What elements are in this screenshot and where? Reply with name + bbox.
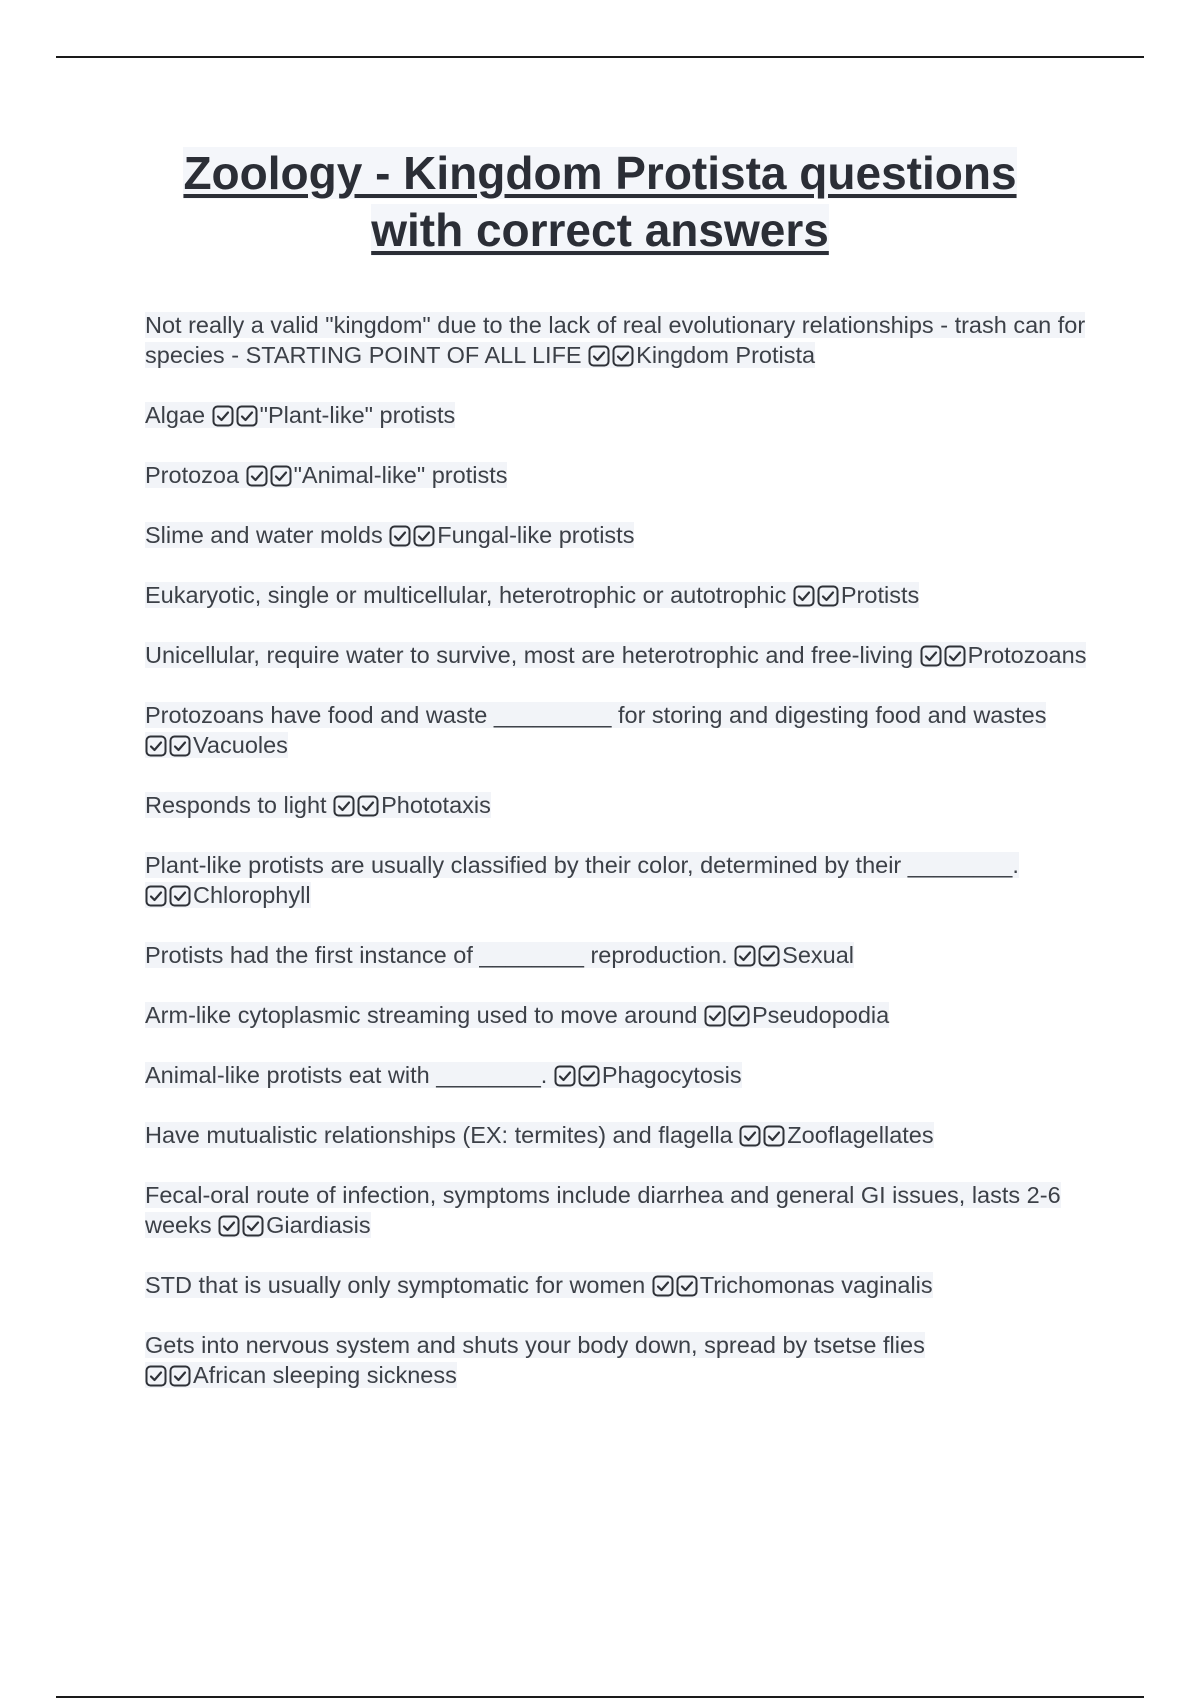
checkbox-check-icon bbox=[704, 1005, 726, 1027]
title-line-1: Zoology - Kingdom Protista questions bbox=[183, 147, 1017, 199]
qa-highlight bbox=[145, 1002, 889, 1028]
answer-text: Protists bbox=[840, 582, 920, 608]
answer-group bbox=[920, 642, 1087, 668]
checkbox-check-icon bbox=[145, 1365, 167, 1387]
checkbox-check-icon bbox=[652, 1275, 674, 1297]
checkbox-check-icon bbox=[242, 1215, 264, 1237]
checkbox-check-icon bbox=[578, 1065, 600, 1087]
qa-item bbox=[145, 460, 1095, 490]
qa-highlight bbox=[145, 1122, 934, 1148]
qa-item bbox=[145, 1000, 1095, 1030]
answer-text: Zooflagellates bbox=[787, 1122, 934, 1148]
answer-group bbox=[218, 1212, 370, 1238]
qa-item bbox=[145, 1330, 1095, 1390]
checkbox-check-icon bbox=[758, 945, 780, 967]
question-text: STD that is usually only symptomatic for women bbox=[145, 1272, 646, 1298]
answer-text: Giardiasis bbox=[266, 1212, 371, 1238]
checkbox-check-icon bbox=[554, 1065, 576, 1087]
checkbox-check-icon bbox=[817, 585, 839, 607]
checkbox-check-icon bbox=[612, 345, 634, 367]
qa-item bbox=[145, 310, 1095, 370]
qa-item bbox=[145, 520, 1095, 550]
checkbox-check-icon bbox=[145, 885, 167, 907]
qa-highlight bbox=[145, 792, 491, 818]
qa-highlight bbox=[145, 642, 1086, 668]
answer-text: Sexual bbox=[782, 942, 855, 968]
answer-group bbox=[389, 522, 634, 548]
bottom-rule bbox=[56, 1696, 1144, 1698]
qa-item bbox=[145, 400, 1095, 430]
qa-highlight bbox=[145, 402, 455, 428]
checkbox-check-icon bbox=[920, 645, 942, 667]
question-text: Plant-like protists are usually classified by their color, determined by their ________. bbox=[145, 852, 1019, 878]
qa-highlight bbox=[145, 1332, 925, 1388]
answer-text: "Plant-like" protists bbox=[259, 402, 456, 428]
answer-text: Phototaxis bbox=[381, 792, 491, 818]
question-text: Gets into nervous system and shuts your body down, spread by tsetse flies bbox=[145, 1332, 925, 1358]
checkbox-check-icon bbox=[728, 1005, 750, 1027]
answer-text: "Animal-like" protists bbox=[293, 462, 508, 488]
answer-text: Chlorophyll bbox=[193, 882, 311, 908]
checkbox-check-icon bbox=[169, 1365, 191, 1387]
qa-item bbox=[145, 580, 1095, 610]
question-text: Slime and water molds bbox=[145, 522, 383, 548]
qa-highlight bbox=[145, 462, 507, 488]
checkbox-check-icon bbox=[676, 1275, 698, 1297]
answer-group bbox=[652, 1272, 933, 1298]
title-line-2: with correct answers bbox=[371, 204, 829, 256]
question-text: Protists had the first instance of ________ reproduction. bbox=[145, 942, 728, 968]
qa-highlight bbox=[145, 1272, 933, 1298]
qa-highlight bbox=[145, 1182, 1061, 1238]
question-text: Unicellular, require water to survive, most are heterotrophic and free-living bbox=[145, 642, 914, 668]
answer-text: African sleeping sickness bbox=[193, 1362, 457, 1388]
answer-text: Phagocytosis bbox=[601, 1062, 742, 1088]
question-text: Have mutualistic relationships (EX: termites) and flagella bbox=[145, 1122, 733, 1148]
qa-item bbox=[145, 700, 1095, 760]
qa-highlight bbox=[145, 1062, 742, 1088]
qa-list bbox=[145, 310, 1095, 1420]
checkbox-check-icon bbox=[763, 1125, 785, 1147]
answer-group bbox=[333, 792, 491, 818]
checkbox-check-icon bbox=[270, 465, 292, 487]
answer-text: Fungal-like protists bbox=[437, 522, 635, 548]
question-text: Responds to light bbox=[145, 792, 327, 818]
answer-text: Pseudopodia bbox=[752, 1002, 890, 1028]
checkbox-check-icon bbox=[218, 1215, 240, 1237]
answer-text: Kingdom Protista bbox=[636, 342, 816, 368]
checkbox-check-icon bbox=[169, 885, 191, 907]
checkbox-check-icon bbox=[389, 525, 411, 547]
answer-group bbox=[145, 732, 288, 758]
question-text: Protozoans have food and waste _________ for storing and digesting food and wastes bbox=[145, 702, 1047, 728]
qa-item bbox=[145, 1270, 1095, 1300]
question-text: Protozoa bbox=[145, 462, 240, 488]
checkbox-check-icon bbox=[169, 735, 191, 757]
question-text: Eukaryotic, single or multicellular, heterotrophic or autotrophic bbox=[145, 582, 787, 608]
qa-item bbox=[145, 1120, 1095, 1150]
qa-highlight bbox=[145, 312, 1085, 368]
question-text: Fecal-oral route of infection, symptoms include diarrhea and general GI issues, lasts 2-6 weeks bbox=[145, 1182, 1061, 1238]
answer-group bbox=[739, 1122, 933, 1148]
question-text: Not really a valid "kingdom" due to the lack of real evolutionary relationships - trash can for species - STARTING POINT OF ALL LIFE bbox=[145, 312, 1086, 368]
answer-group bbox=[793, 582, 919, 608]
checkbox-check-icon bbox=[413, 525, 435, 547]
qa-highlight bbox=[145, 942, 854, 968]
checkbox-check-icon bbox=[333, 795, 355, 817]
question-text: Arm-like cytoplasmic streaming used to move around bbox=[145, 1002, 698, 1028]
question-text: Algae bbox=[145, 402, 206, 428]
qa-highlight bbox=[145, 582, 919, 608]
answer-group bbox=[704, 1002, 889, 1028]
answer-group bbox=[588, 342, 815, 368]
checkbox-check-icon bbox=[145, 735, 167, 757]
qa-item bbox=[145, 1180, 1095, 1240]
qa-item bbox=[145, 940, 1095, 970]
answer-group bbox=[145, 1362, 457, 1388]
qa-highlight bbox=[145, 522, 634, 548]
answer-text: Protozoans bbox=[967, 642, 1087, 668]
checkbox-check-icon bbox=[739, 1125, 761, 1147]
answer-group bbox=[145, 882, 311, 908]
checkbox-check-icon bbox=[793, 585, 815, 607]
qa-item bbox=[145, 850, 1095, 910]
question-text: Animal-like protists eat with ________. bbox=[145, 1062, 548, 1088]
answer-group bbox=[246, 462, 508, 488]
checkbox-check-icon bbox=[246, 465, 268, 487]
checkbox-check-icon bbox=[588, 345, 610, 367]
qa-item bbox=[145, 1060, 1095, 1090]
checkbox-check-icon bbox=[357, 795, 379, 817]
top-rule bbox=[56, 56, 1144, 58]
answer-text: Trichomonas vaginalis bbox=[699, 1272, 933, 1298]
checkbox-check-icon bbox=[212, 405, 234, 427]
checkbox-check-icon bbox=[734, 945, 756, 967]
answer-text: Vacuoles bbox=[193, 732, 288, 758]
answer-group bbox=[554, 1062, 742, 1088]
checkbox-check-icon bbox=[236, 405, 258, 427]
answer-group bbox=[212, 402, 456, 428]
qa-item bbox=[145, 640, 1095, 670]
qa-item bbox=[145, 790, 1095, 820]
answer-group bbox=[734, 942, 854, 968]
checkbox-check-icon bbox=[944, 645, 966, 667]
document-title bbox=[100, 145, 1100, 259]
qa-highlight bbox=[145, 702, 1046, 758]
qa-highlight bbox=[145, 852, 1019, 908]
